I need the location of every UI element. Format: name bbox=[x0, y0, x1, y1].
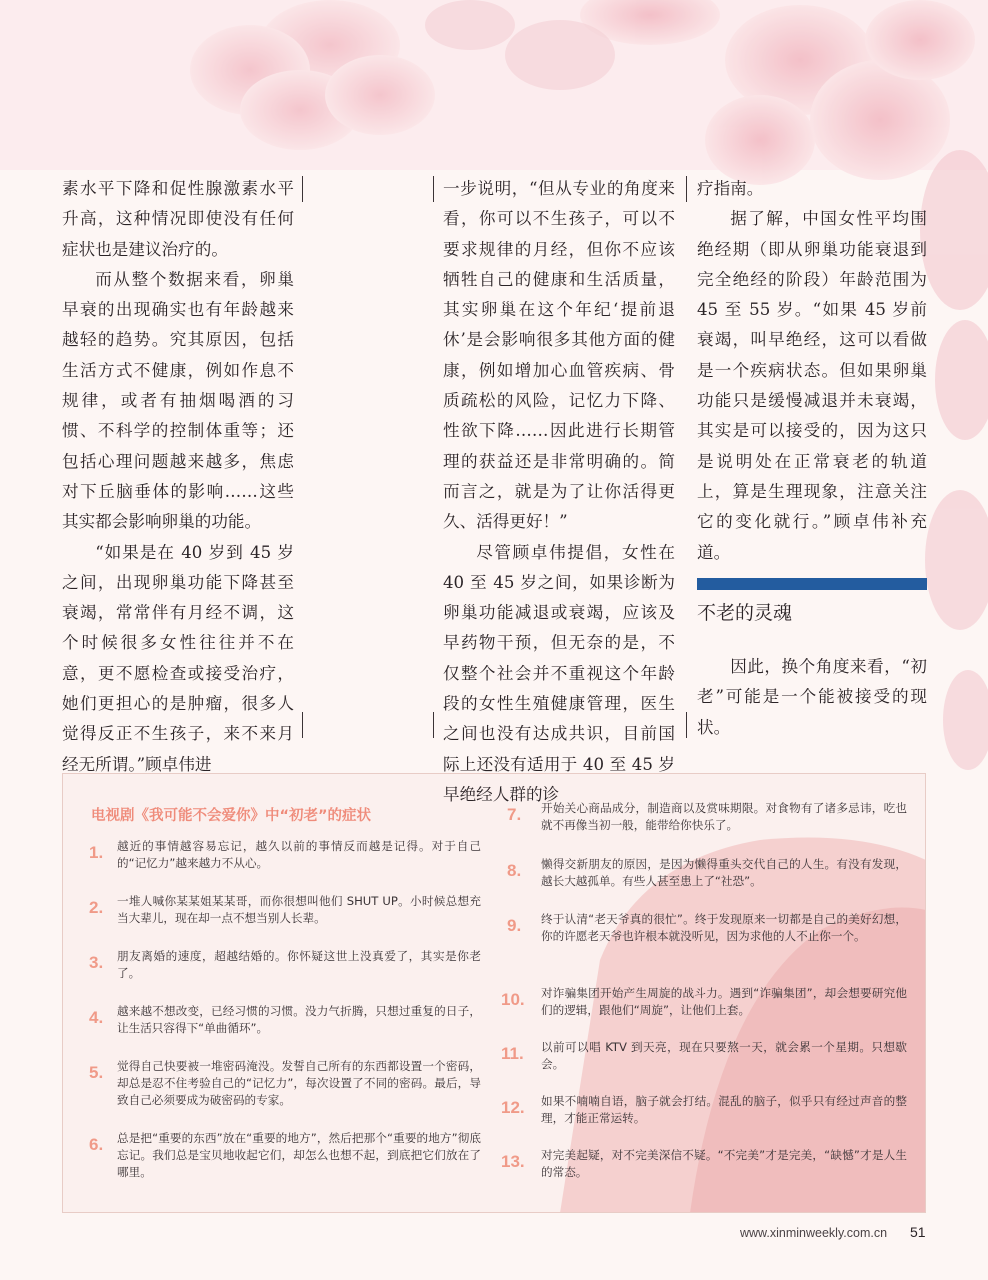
item-number: 7. bbox=[507, 805, 522, 824]
list-item bbox=[501, 1093, 907, 1127]
list-item bbox=[89, 1003, 481, 1037]
item-number: 9. bbox=[507, 916, 522, 935]
item-number: 5. bbox=[89, 1063, 104, 1082]
column-divider bbox=[433, 712, 434, 738]
item-number: 4. bbox=[89, 1008, 104, 1027]
article-column-3 bbox=[697, 174, 927, 568]
item-text: 对完美起疑，对不完美深信不疑。“不完美”才是完美，“缺憾”才是人生的常态。 bbox=[541, 1148, 907, 1179]
item-text: 懒得交新朋友的原因，是因为懒得重头交代自己的人生。有没有发现，越长大越孤单。有些人甚至患上了“社恐”。 bbox=[541, 857, 907, 888]
list-item bbox=[501, 1147, 907, 1181]
item-number: 8. bbox=[507, 861, 522, 880]
list-item bbox=[89, 1130, 481, 1181]
list-item bbox=[89, 893, 481, 927]
column-divider bbox=[302, 176, 303, 202]
symptoms-sidebar bbox=[62, 773, 926, 1213]
item-text: 终于认清“老天爷真的很忙”。终于发现原来一切都是自己的美好幻想，你的许愿老天爷也许根本就没听见，因为求他的人不止你一个。 bbox=[541, 912, 907, 943]
section-heading: 不老的灵魂 bbox=[697, 602, 793, 624]
paragraph: “如果是在 40 岁到 45 岁之间，出现卵巢功能下降甚至衰竭，常常伴有月经不调，这个时候很多女性往往并不在意，更不愿检查或接受治疗，她们更担心的是肿瘤，很多人觉得反正不生孩子，来不来月经无所谓。”顾卓伟进 bbox=[62, 542, 294, 774]
item-number: 6. bbox=[89, 1135, 104, 1154]
item-number: 13. bbox=[501, 1152, 525, 1171]
list-item bbox=[501, 985, 907, 1019]
paragraph: 疗指南。 bbox=[697, 179, 764, 198]
item-text: 以前可以唱 KTV 到天亮，现在只要熬一天，就会累一个星期。只想歇会。 bbox=[541, 1040, 907, 1071]
item-text: 对诈骗集团开始产生周旋的战斗力。遇到“诈骗集团”，却会想要研究他们的逻辑，跟他们“周旋”，让他们上套。 bbox=[541, 986, 907, 1017]
item-text: 开始关心商品成分，制造商以及赏味期限。对食物有了诸多忌讳，吃也就不再像当初一般，能带给你快乐了。 bbox=[541, 801, 907, 832]
paragraph: 尽管顾卓伟提倡，女性在 40 至 45 岁之间，如果诊断为卵巢功能减退或衰竭，应该及早药物干预，但无奈的是，不仅整个社会并不重视这个年龄段的女性生殖健康管理，医生之间也没有达成共识，目前国际上还没有适用于 40 至 45 岁早绝经人群的诊 bbox=[443, 542, 675, 804]
column-divider bbox=[686, 176, 687, 202]
paragraph: 据了解，中国女性平均围绝经期（即从卵巢功能衰退到完全绝经的阶段）年龄范围为 45 至 55 岁。“如果 45 岁前衰竭，叫早绝经，这可以看做是一个疾病状态。但如果卵巢功能只是缓慢减退并未衰竭，其实是可以接受的，因为这只是说明处在正常衰老的轨道上，算是生理现象，注意关注它的变化就行。”顾卓伟补充道。 bbox=[697, 209, 927, 562]
footer-url: www.xinminweekly.com.cn bbox=[740, 1226, 888, 1240]
article-column-3-continued bbox=[697, 652, 927, 743]
list-item bbox=[501, 1039, 907, 1073]
article-column-1 bbox=[62, 174, 294, 780]
list-item bbox=[507, 856, 907, 890]
item-number: 3. bbox=[89, 953, 104, 972]
page-number: 51 bbox=[910, 1224, 926, 1240]
item-number: 1. bbox=[89, 843, 104, 862]
paragraph: 而从整个数据来看，卵巢早衰的出现确实也有年龄越来越轻的趋势。究其原因，包括生活方式不健康，例如作息不规律，或者有抽烟喝酒的习惯、不科学的控制体重等；还包括心理问题越来越多，焦虑对下丘脑垂体的影响……这些其实都会影响卵巢的功能。 bbox=[62, 269, 294, 532]
column-divider bbox=[686, 712, 687, 738]
item-text: 总是把“重要的东西”放在“重要的地方”，然后把那个“重要的地方”彻底忘记。我们总是宝贝地收起它们，却怎么也想不起，到底把它们放在了哪里。 bbox=[117, 1131, 481, 1179]
item-number: 11. bbox=[501, 1044, 524, 1063]
item-text: 如果不喃喃自语，脑子就会打结。混乱的脑子，似乎只有经过声音的整理，才能正常运转。 bbox=[541, 1094, 907, 1125]
list-item bbox=[89, 948, 481, 982]
paragraph: 素水平下降和促性腺激素水平升高，这种情况即使没有任何症状也是建议治疗的。 bbox=[62, 179, 294, 259]
sidebar-title: 电视剧《我可能不会爱你》中“初老”的症状 bbox=[91, 808, 372, 824]
list-item bbox=[89, 1058, 481, 1109]
paragraph: 因此，换个角度来看，“初老”可能是一个能被接受的现状。 bbox=[697, 657, 927, 737]
column-divider bbox=[302, 712, 303, 738]
item-text: 越来越不想改变，已经习惯的习惯。没力气折腾，只想过重复的日子，让生活只容得下“单曲循环”。 bbox=[117, 1004, 481, 1035]
item-number: 10. bbox=[501, 990, 525, 1009]
item-text: 越近的事情越容易忘记，越久以前的事情反而越是记得。对于自己的“记忆力”越来越力不从心。 bbox=[117, 839, 481, 870]
item-number: 12. bbox=[501, 1098, 525, 1117]
item-text: 朋友离婚的速度，超越结婚的。你怀疑这世上没真爱了，其实是你老了。 bbox=[117, 949, 481, 980]
paragraph: 一步说明，“但从专业的角度来看，你可以不生孩子，可以不要求规律的月经，但你不应该牺牲自己的健康和生活质量，其实卵巢在这个年纪‘提前退休’是会影响很多其他方面的健康，例如增加心血管疾病、骨质疏松的风险，记忆力下降、性欲下降……因此进行长期管理的获益还是非常明确的。简而言之，就是为了让你活得更久、活得更好！” bbox=[443, 179, 675, 532]
list-item bbox=[507, 800, 907, 834]
list-item bbox=[89, 838, 481, 872]
column-divider bbox=[433, 176, 434, 202]
item-text: 觉得自己快要被一堆密码淹没。发誓自己所有的东西都设置一个密码，却总是忍不住考验自己的“记忆力”，每次设置了不同的密码。最后，导致自己必须要成为破密码的专家。 bbox=[117, 1059, 481, 1107]
article-column-2 bbox=[443, 174, 675, 810]
section-bar bbox=[697, 578, 927, 590]
item-number: 2. bbox=[89, 898, 104, 917]
item-text: 一堆人喊你某某姐某某哥，而你很想叫他们 SHUT UP。小时候总想充当大辈儿，现在却一点不想当别人长辈。 bbox=[117, 894, 481, 925]
list-item bbox=[507, 911, 907, 945]
